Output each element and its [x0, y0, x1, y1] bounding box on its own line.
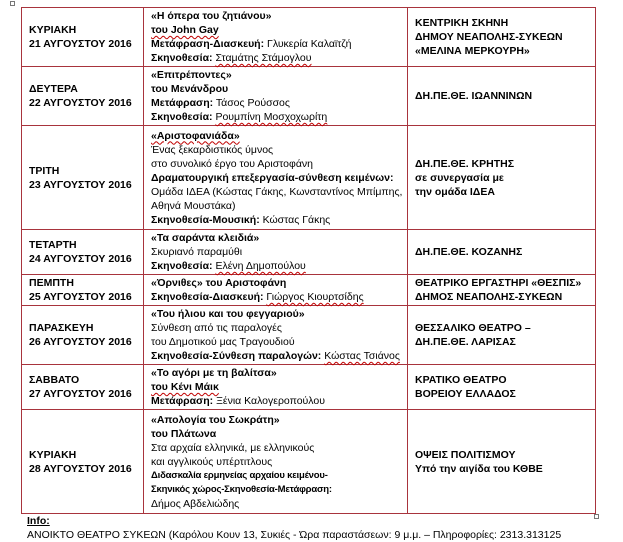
date-cell: [22, 410, 144, 514]
venue-line: ΔΗ.ΠΕ.ΘΕ. ΙΩΑΝΝΙΝΩΝ: [415, 90, 533, 102]
venue-line: την ομάδα ΙΔΕΑ: [415, 185, 495, 198]
fine-credit-line: Σκηνικός χώρος-Σκηνοθεσία-Μετάφραση:: [151, 483, 332, 495]
play-cell: [144, 275, 408, 306]
description-line: Στα αρχαία ελληνικά, με ελληνικούς: [151, 441, 315, 454]
day-label: ΠΑΡΑΣΚΕΥΗ: [29, 322, 94, 334]
play-cell: [144, 8, 408, 67]
table-row: [22, 126, 596, 230]
description-line: Σύνθεση από τις παραλογές: [151, 322, 282, 334]
play-title: «Η όπερα του ζητιάνου»: [151, 10, 272, 22]
day-label: ΔΕΥΤΕΡΑ: [29, 83, 78, 95]
date-cell: [22, 306, 144, 365]
venue-cell: [408, 67, 596, 126]
credit-line: Σκηνοθεσία-Σύνθεση παραλογών: Κώστας Τσιάνος: [151, 350, 400, 362]
play-author: του John Gay: [151, 24, 219, 36]
credit-line: Μετάφραση-Διασκευή: Γλυκερία Καλαϊτζή: [151, 38, 352, 50]
date-label: 27 ΑΥΓΟΥΣΤΟΥ 2016: [29, 388, 132, 400]
table-row: [22, 306, 596, 365]
day-label: ΚΥΡΙΑΚΗ: [29, 24, 77, 36]
play-author: του Μενάνδρου: [151, 83, 229, 95]
play-cell: [144, 230, 408, 275]
venue-cell: [408, 8, 596, 67]
venue-cell: [408, 410, 596, 514]
date-cell: [22, 365, 144, 410]
table-row: [22, 410, 596, 514]
play-cell: [144, 365, 408, 410]
credit-line: Δραματουργική επεξεργασία-σύνθεση κειμένων:: [151, 171, 394, 184]
venue-cell: [408, 365, 596, 410]
date-label: 23 ΑΥΓΟΥΣΤΟΥ 2016: [29, 178, 132, 191]
table-row: [22, 365, 596, 410]
date-label: 21 ΑΥΓΟΥΣΤΟΥ 2016: [29, 38, 132, 50]
day-label: ΚΥΡΙΑΚΗ: [29, 448, 77, 461]
table-row: [22, 230, 596, 275]
venue-line: ΟΨΕΙΣ ΠΟΛΙΤΙΣΜΟΥ: [415, 448, 516, 461]
credit-line: Σκηνοθεσία: Ελένη Δημοπούλου: [151, 260, 306, 272]
description-line: του Δημοτικού μας Τραγουδιού: [151, 336, 295, 348]
date-cell: [22, 126, 144, 230]
description-line: και αγγλικούς υπέρτιτλους: [151, 455, 273, 468]
info-footer: [27, 514, 561, 542]
date-label: 28 ΑΥΓΟΥΣΤΟΥ 2016: [29, 462, 132, 475]
venue-line: ΔΗ.ΠΕ.ΘΕ. ΚΡΗΤΗΣ: [415, 157, 515, 170]
date-label: 24 ΑΥΓΟΥΣΤΟΥ 2016: [29, 253, 132, 265]
table-row: [22, 67, 596, 126]
venue-cell: [408, 306, 596, 365]
venue-line: σε συνεργασία με: [415, 171, 504, 184]
table-move-handle-top-left[interactable]: [10, 1, 15, 6]
play-author: του Κένι Μάικ: [151, 381, 219, 393]
credit-line: Μετάφραση: Ξένια Καλογεροπούλου: [151, 395, 325, 407]
play-title: «Του ήλιου και του φεγγαριού»: [151, 308, 305, 320]
play-title: «Αριστοφανιάδα»: [151, 129, 240, 142]
credit-people-line: Αθηνά Μουστάκα): [151, 199, 236, 212]
credit-line: Σκηνοθεσία: Σταμάτης Στάμογλου: [151, 52, 312, 64]
day-label: ΣΑΒΒΑΤΟ: [29, 374, 80, 386]
venue-cell: [408, 275, 596, 306]
venue-line: ΔΗΜΟΥ ΝΕΑΠΟΛΗΣ-ΣΥΚΕΩΝ: [415, 31, 563, 43]
date-cell: [22, 275, 144, 306]
credit-line: Σκηνοθεσία: Ρουμπίνη Μοσχοχωρίτη: [151, 111, 328, 123]
venue-line: ΒΟΡΕΙΟΥ ΕΛΛΑΔΟΣ: [415, 388, 516, 400]
description-line: Σκυριανό παραμύθι: [151, 246, 243, 258]
venue-line: ΔΗ.ΠΕ.ΘΕ. ΚΟΖΑΝΗΣ: [415, 246, 523, 258]
table-row: [22, 8, 596, 67]
fine-credit-line: Διδασκαλία ερμηνείας αρχαίου κειμένου-: [151, 469, 328, 481]
venue-line: ΚΕΝΤΡΙΚΗ ΣΚΗΝΗ: [415, 17, 509, 29]
date-label: 22 ΑΥΓΟΥΣΤΟΥ 2016: [29, 97, 132, 109]
play-title: «Τα σαράντα κλειδιά»: [151, 232, 260, 244]
play-author: του Πλάτωνα: [151, 427, 217, 440]
play-cell: [144, 410, 408, 514]
credit-people-line: Ομάδα ΙΔΕΑ (Κώστας Γάκης, Κωνσταντίνος Μπίμπης,: [151, 185, 403, 198]
play-cell: [144, 126, 408, 230]
date-label: 25 ΑΥΓΟΥΣΤΟΥ 2016: [29, 291, 132, 303]
schedule-table: [21, 7, 596, 514]
credit-line: Σκηνοθεσία-Διασκευή: Γιώργος Κιουρτσίδης: [151, 291, 364, 303]
play-title: «Επιτρέποντες»: [151, 69, 232, 81]
info-label: Info:: [27, 515, 50, 527]
venue-line: «ΜΕΛΙΝΑ ΜΕΡΚΟΥΡΗ»: [415, 45, 530, 57]
play-title: «Όρνιθες» του Αριστοφάνη: [151, 277, 287, 289]
venue-cell: [408, 126, 596, 230]
info-text: ΑΝΟΙΚΤΟ ΘΕΑΤΡΟ ΣΥΚΕΩΝ (Καρόλου Κουν 13, Συκιές - Ώρα παραστάσεων: 9 μ.μ. – Πληροφορίες: 2313.313125: [27, 529, 562, 541]
venue-line: ΘΕΣΣΑΛΙΚΟ ΘΕΑΤΡΟ –: [415, 322, 531, 334]
date-cell: [22, 67, 144, 126]
venue-line: ΚΡΑΤΙΚΟ ΘΕΑΤΡΟ: [415, 374, 507, 386]
play-title: «Απολογία του Σωκράτη»: [151, 413, 280, 426]
date-cell: [22, 8, 144, 67]
date-label: 26 ΑΥΓΟΥΣΤΟΥ 2016: [29, 336, 132, 348]
credit-line: Μετάφραση: Τάσος Ρούσσος: [151, 97, 290, 109]
venue-line: ΘΕΑΤΡΙΚΟ ΕΡΓΑΣΤΗΡΙ «ΘΕΣΠΙΣ»: [415, 277, 582, 289]
venue-line: ΔΗ.ΠΕ.ΘΕ. ΛΑΡΙΣΑΣ: [415, 336, 516, 348]
venue-line: ΔΗΜΟΣ ΝΕΑΠΟΛΗΣ-ΣΥΚΕΩΝ: [415, 291, 563, 303]
description-line: Ένας ξεκαρδιστικός ύμνος: [151, 143, 274, 156]
day-label: ΠΕΜΠΤΗ: [29, 277, 74, 289]
fine-credit-line: Δήμος Αβδελιώδης: [151, 497, 240, 510]
table-row: [22, 275, 596, 306]
credit-line: Σκηνοθεσία-Μουσική: Κώστας Γάκης: [151, 213, 331, 226]
table-resize-handle-bottom-right[interactable]: [594, 514, 599, 519]
play-cell: [144, 67, 408, 126]
play-cell: [144, 306, 408, 365]
description-line: στο συνολικό έργο του Αριστοφάνη: [151, 157, 313, 170]
day-label: ΤΡΙΤΗ: [29, 164, 60, 177]
venue-line: Υπό την αιγίδα του ΚΘΒΕ: [415, 462, 543, 475]
venue-cell: [408, 230, 596, 275]
date-cell: [22, 230, 144, 275]
play-title: «Το αγόρι με τη βαλίτσα»: [151, 367, 277, 379]
day-label: ΤΕΤΑΡΤΗ: [29, 239, 77, 251]
